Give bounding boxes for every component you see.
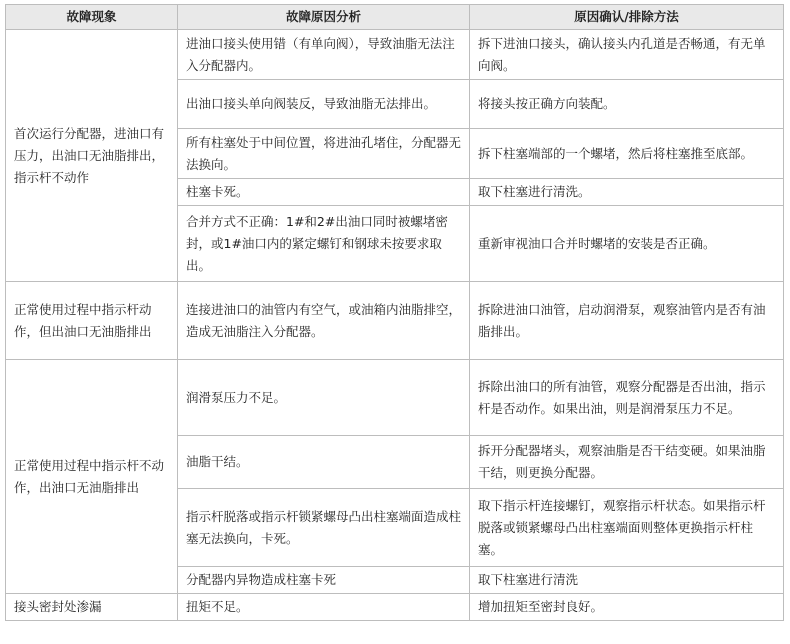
cause-cell: 指示杆脱落或指示杆锁紧螺母凸出柱塞端面造成柱塞无法换向，卡死。 (178, 489, 470, 567)
method-cell: 取下柱塞进行清洗。 (470, 179, 784, 206)
table-header-row (6, 5, 784, 30)
method-cell: 增加扭矩至密封良好。 (470, 594, 784, 621)
cause-cell: 连接进油口的油管内有空气，或油箱内油脂排空，造成无油脂注入分配器。 (178, 282, 470, 360)
method-cell: 取下指示杆连接螺钉，观察指示杆状态。如果指示杆脱落或锁紧螺母凸出柱塞端面则整体更换指示杆柱塞。 (470, 489, 784, 567)
cause-cell: 所有柱塞处于中间位置，将进油孔堵住，分配器无法换向。 (178, 129, 470, 179)
method-cell: 将接头按正确方向装配。 (470, 80, 784, 129)
method-cell: 拆开分配器堵头，观察油脂是否干结变硬。如果油脂干结，则更换分配器。 (470, 436, 784, 489)
method-cell: 拆下柱塞端部的一个螺堵，然后将柱塞推至底部。 (470, 129, 784, 179)
cause-cell: 润滑泵压力不足。 (178, 360, 470, 436)
header-symptom: 故障现象 (6, 5, 178, 30)
header-cause: 故障原因分析 (178, 5, 470, 30)
cause-cell: 柱塞卡死。 (178, 179, 470, 206)
troubleshooting-table-wrapper (5, 4, 784, 621)
cause-cell: 分配器内异物造成柱塞卡死 (178, 567, 470, 594)
cause-cell: 合并方式不正确：1#和2#出油口同时被螺堵密封，或1#油口内的紧定螺钉和钢球未按要求取出。 (178, 206, 470, 282)
method-cell: 拆除出油口的所有油管，观察分配器是否出油，指示杆是否动作。如果出油，则是润滑泵压力不足。 (470, 360, 784, 436)
table-row (6, 282, 784, 360)
cause-cell: 扭矩不足。 (178, 594, 470, 621)
table-row (6, 30, 784, 80)
header-method: 原因确认/排除方法 (470, 5, 784, 30)
cause-cell: 进油口接头使用错（有单向阀），导致油脂无法注入分配器内。 (178, 30, 470, 80)
symptom-cell: 正常使用过程中指示杆不动作，出油口无油脂排出 (6, 360, 178, 594)
troubleshooting-table (5, 4, 784, 621)
symptom-cell: 正常使用过程中指示杆动作，但出油口无油脂排出 (6, 282, 178, 360)
method-cell: 重新审视油口合并时螺堵的安装是否正确。 (470, 206, 784, 282)
method-cell: 拆除进油口油管，启动润滑泵，观察油管内是否有油脂排出。 (470, 282, 784, 360)
method-cell: 取下柱塞进行清洗 (470, 567, 784, 594)
symptom-cell: 首次运行分配器，进油口有压力，出油口无油脂排出，指示杆不动作 (6, 30, 178, 282)
table-row (6, 360, 784, 436)
cause-cell: 出油口接头单向阀装反，导致油脂无法排出。 (178, 80, 470, 129)
cause-cell: 油脂干结。 (178, 436, 470, 489)
table-row (6, 594, 784, 621)
symptom-cell: 接头密封处渗漏 (6, 594, 178, 621)
method-cell: 拆下进油口接头，确认接头内孔道是否畅通，有无单向阀。 (470, 30, 784, 80)
